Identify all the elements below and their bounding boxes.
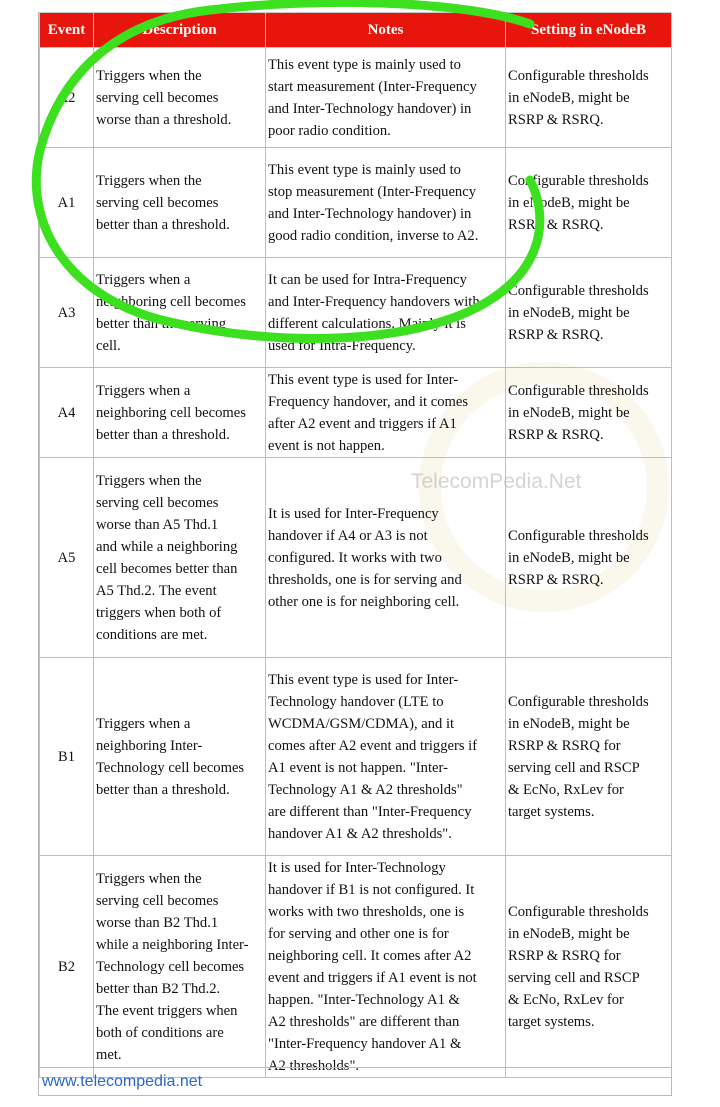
cell-notes: This event type is used for Inter- Frequency handover, and it comes after A2 event and triggers if A1 event is not happen. [266,368,506,458]
cell-event: A2 [40,48,94,148]
cell-setting: Configurable thresholds in eNodeB, might be RSRP & RSRQ. [506,458,672,658]
table-row [40,658,672,856]
cell-notes: This event type is used for Inter- Technology handover (LTE to WCDMA/GSM/CDMA), and it comes after A2 event and triggers if A1 event is not happen. "Inter- Technology A1 & A2 thresholds" are different than "Inter-Frequency handover A1 & A2 thresholds". [266,658,506,856]
cell-notes: It can be used for Intra-Frequency and Inter-Frequency handovers with different calculations. Mainly it is used for Intra-Frequency. [266,258,506,368]
cell-event: A3 [40,258,94,368]
cell-description: Triggers when the serving cell becomes better than a threshold. [94,148,266,258]
cell-notes: This event type is mainly used to start measurement (Inter-Frequency and Inter-Technology handover) in poor radio condition. [266,48,506,148]
header-notes: Notes [266,13,506,48]
document-sheet [38,12,672,1096]
table-row [40,368,672,458]
cell-description: Triggers when a neighboring cell becomes better than the serving cell. [94,258,266,368]
cell-event: A5 [40,458,94,658]
table-row [40,856,672,1078]
cell-event: A4 [40,368,94,458]
footer-divider [39,1067,671,1068]
cell-description: Triggers when the serving cell becomes worse than B2 Thd.1 while a neighboring Inter- Technology cell becomes better than B2 Thd.2. The event triggers when both of conditions are met. [94,856,266,1078]
table-row [40,458,672,658]
cell-notes: It is used for Inter-Technology handover if B1 is not configured. It works with two thresholds, one is for serving and other one is for neighboring cell. It comes after A2 event and triggers if A1 event is not happen. "Inter-Technology A1 & A2 thresholds" are different than "Inter-Frequency handover A1 & A2 thresholds". [266,856,506,1078]
cell-description: Triggers when the serving cell becomes worse than a threshold. [94,48,266,148]
header-event: Event [40,13,94,48]
cell-setting: Configurable thresholds in eNodeB, might be RSRP & RSRQ. [506,368,672,458]
table-header-row [40,13,672,48]
header-setting: Setting in eNodeB [506,13,672,48]
cell-setting: Configurable thresholds in eNodeB, might be RSRP & RSRQ for serving cell and RSCP & EcNo, RxLev for target systems. [506,658,672,856]
table-row [40,258,672,368]
cell-event: B2 [40,856,94,1078]
cell-setting: Configurable thresholds in eNodeB, might be RSRP & RSRQ. [506,48,672,148]
table-row [40,148,672,258]
cell-notes: It is used for Inter-Frequency handover if A4 or A3 is not configured. It works with two thresholds, one is for serving and other one is for neighboring cell. [266,458,506,658]
footer-website-link[interactable]: www.telecompedia.net [42,1073,203,1090]
cell-setting: Configurable thresholds in eNodeB, might be RSRP & RSRQ for serving cell and RSCP & EcNo, RxLev for target systems. [506,856,672,1078]
table-row [40,48,672,148]
cell-description: Triggers when the serving cell becomes worse than A5 Thd.1 and while a neighboring cell becomes better than A5 Thd.2. The event triggers when both of conditions are met. [94,458,266,658]
cell-description: Triggers when a neighboring Inter- Technology cell becomes better than a threshold. [94,658,266,856]
cell-event: B1 [40,658,94,856]
cell-setting: Configurable thresholds in eNodeB, might be RSRP & RSRQ. [506,148,672,258]
header-description: Description [94,13,266,48]
cell-notes: This event type is mainly used to stop measurement (Inter-Frequency and Inter-Technology handover) in good radio condition, inverse to A2. [266,148,506,258]
lte-events-table [39,12,672,1078]
cell-setting: Configurable thresholds in eNodeB, might be RSRP & RSRQ. [506,258,672,368]
cell-description: Triggers when a neighboring cell becomes better than a threshold. [94,368,266,458]
watermark-text: TelecomPedia.Net [411,470,582,493]
cell-event: A1 [40,148,94,258]
